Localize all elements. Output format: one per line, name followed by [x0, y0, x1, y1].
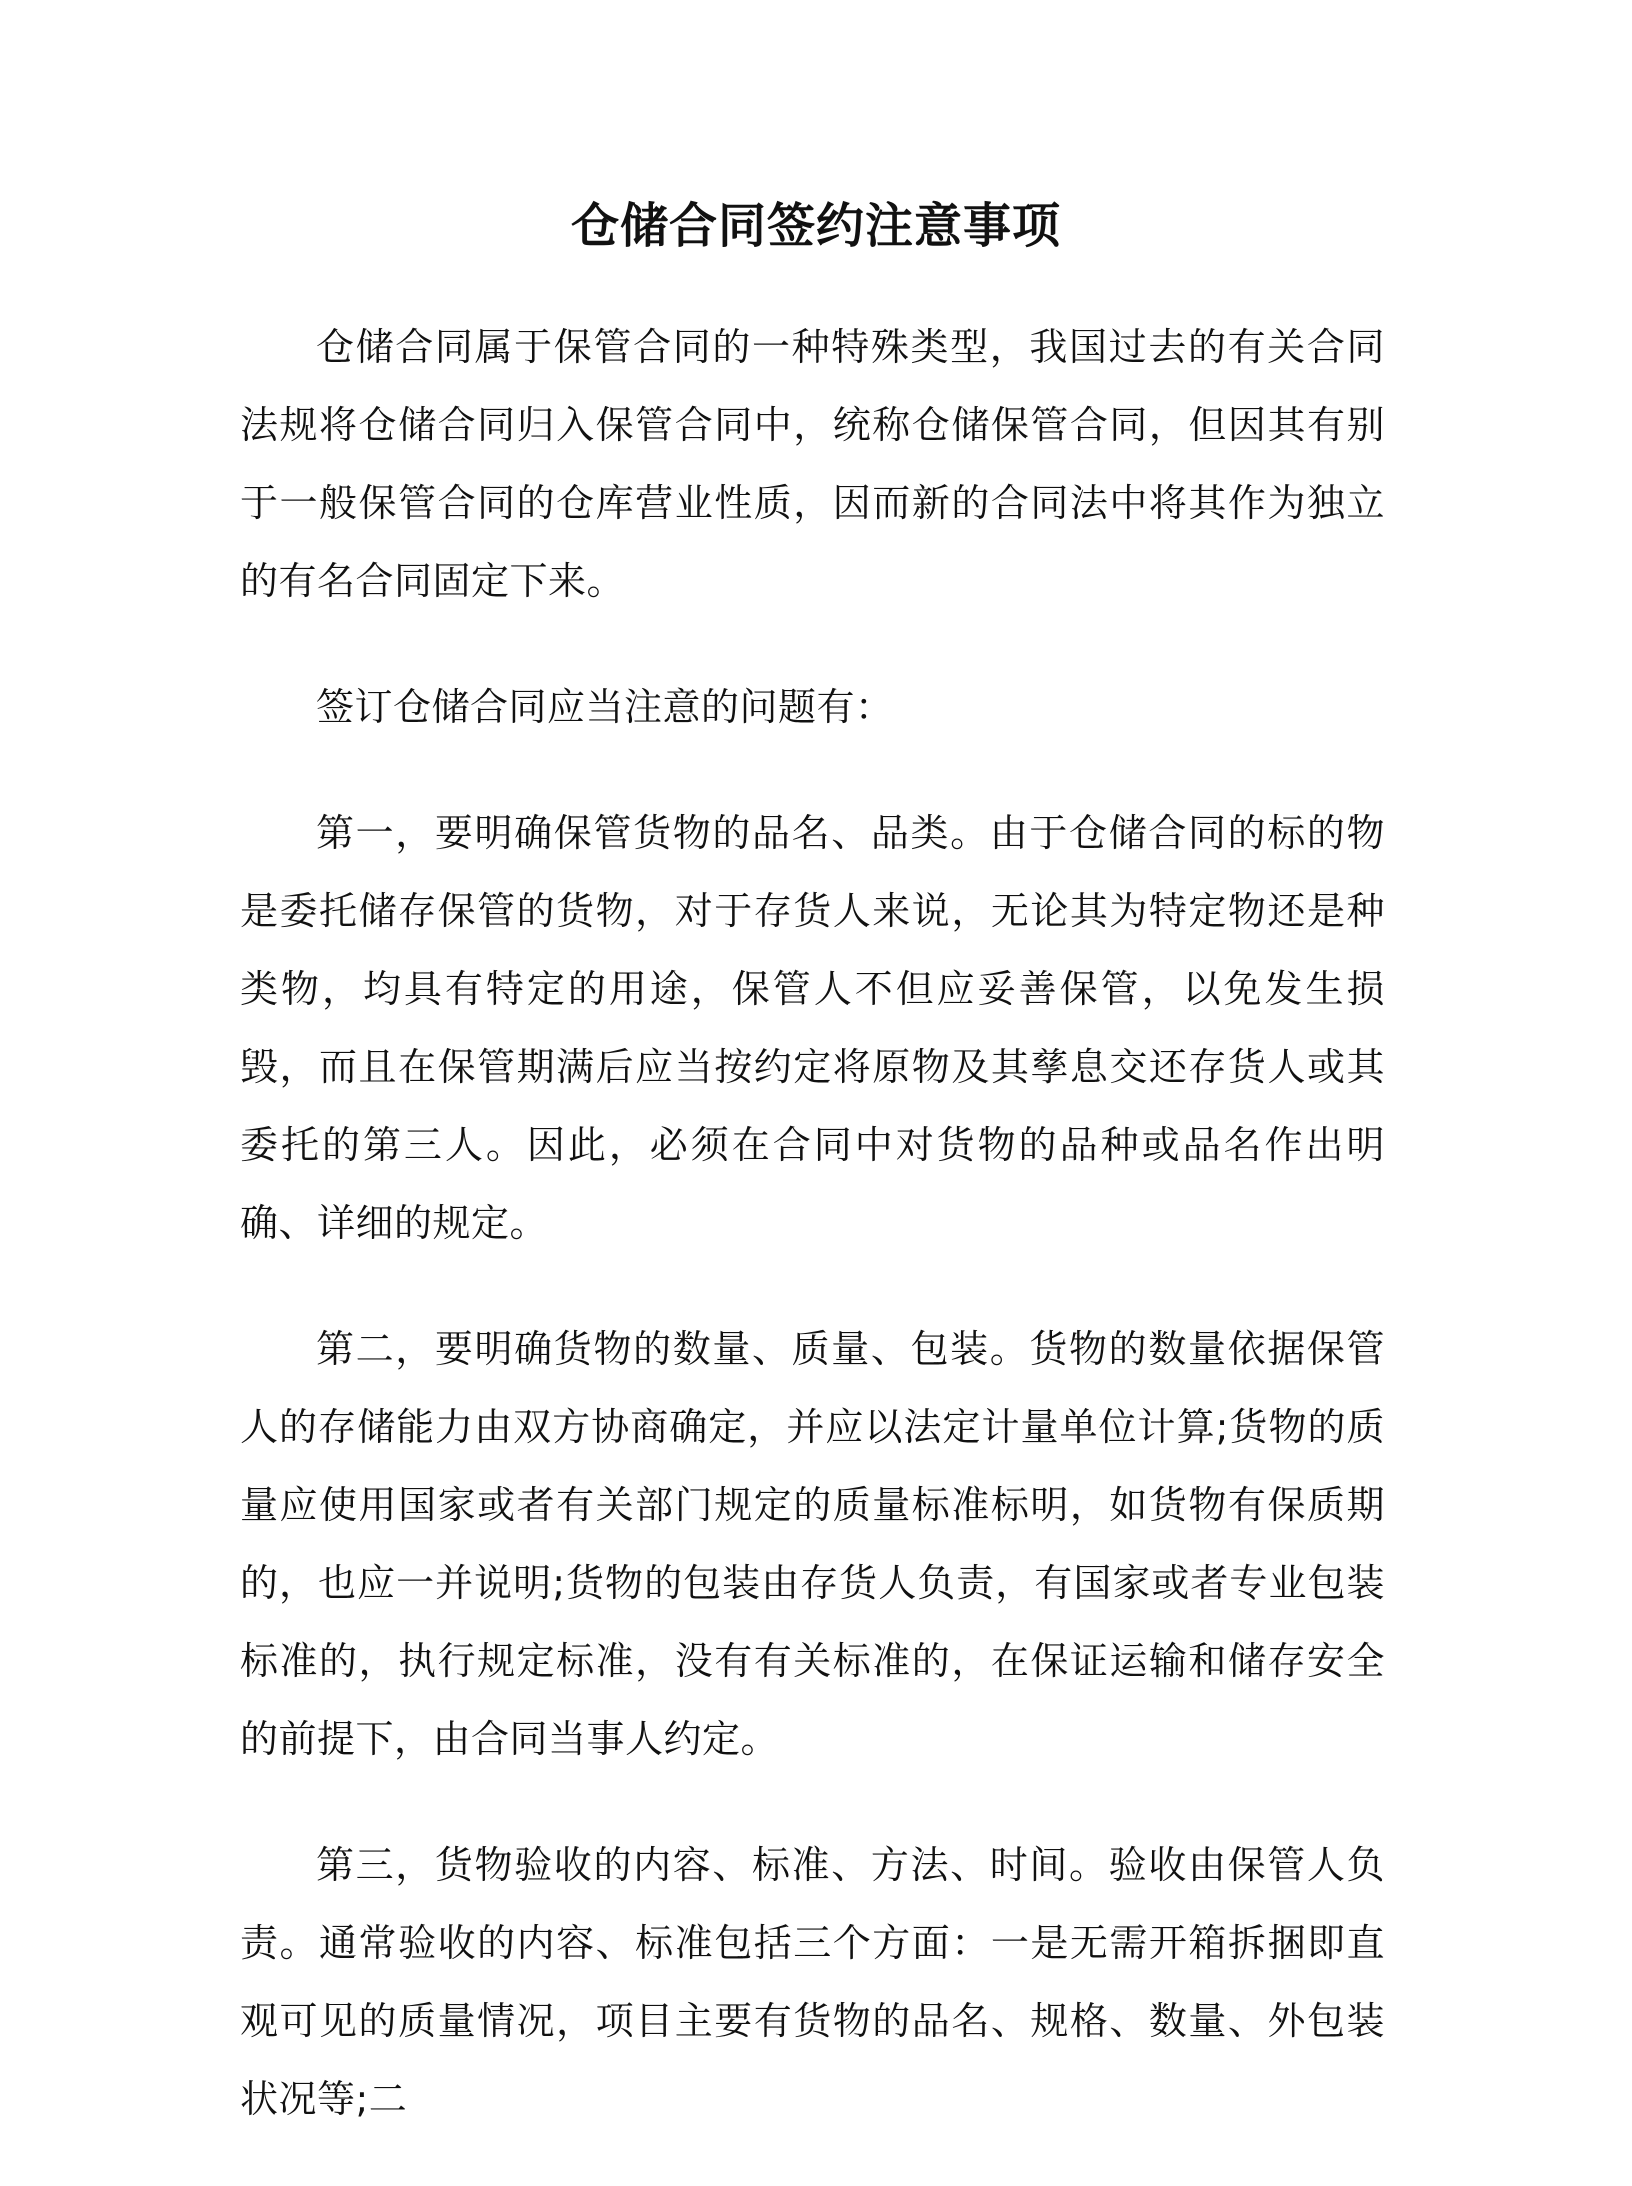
paragraph-point-one: 第一，要明确保管货物的品名、品类。由于仓储合同的标的物是委托储存保管的货物，对于存货人来说，无论其为特定物还是种类物，均具有特定的用途，保管人不但应妥善保管，以免发生损毁，而且在保管期满后应当按约定将原物及其孳息交还存货人或其委托的第三人。因此，必须在合同中对货物的品种或品名作出明确、详细的规定。 [240, 811, 1385, 1245]
paragraph-intro: 仓储合同属于保管合同的一种特殊类型，我国过去的有关合同法规将仓储合同归入保管合同中，统称仓储保管合同，但因其有别于一般保管合同的仓库营业性质，因而新的合同法中将其作为独立的有名合同固定下来。 [240, 325, 1385, 603]
document-title: 仓储合同签约注意事项 [570, 198, 1061, 254]
document-body [240, 308, 1385, 2186]
paragraph-point-three: 第三，货物验收的内容、标准、方法、时间。验收由保管人负责。通常验收的内容、标准包括三个方面：一是无需开箱拆捆即直观可见的质量情况，项目主要有货物的品名、规格、数量、外包装状况等;二 [240, 1843, 1385, 2121]
paragraph-issues-heading: 签订仓储合同应当注意的问题有： [316, 685, 894, 729]
paragraph-point-two: 第二，要明确货物的数量、质量、包装。货物的数量依据保管人的存储能力由双方协商确定，并应以法定计量单位计算;货物的质量应使用国家或者有关部门规定的质量标准标明，如货物有保质期的，也应一并说明;货物的包装由存货人负责，有国家或者专业包装标准的，执行规定标准，没有有关标准的，在保证运输和储存安全的前提下，由合同当事人约定。 [240, 1327, 1385, 1761]
